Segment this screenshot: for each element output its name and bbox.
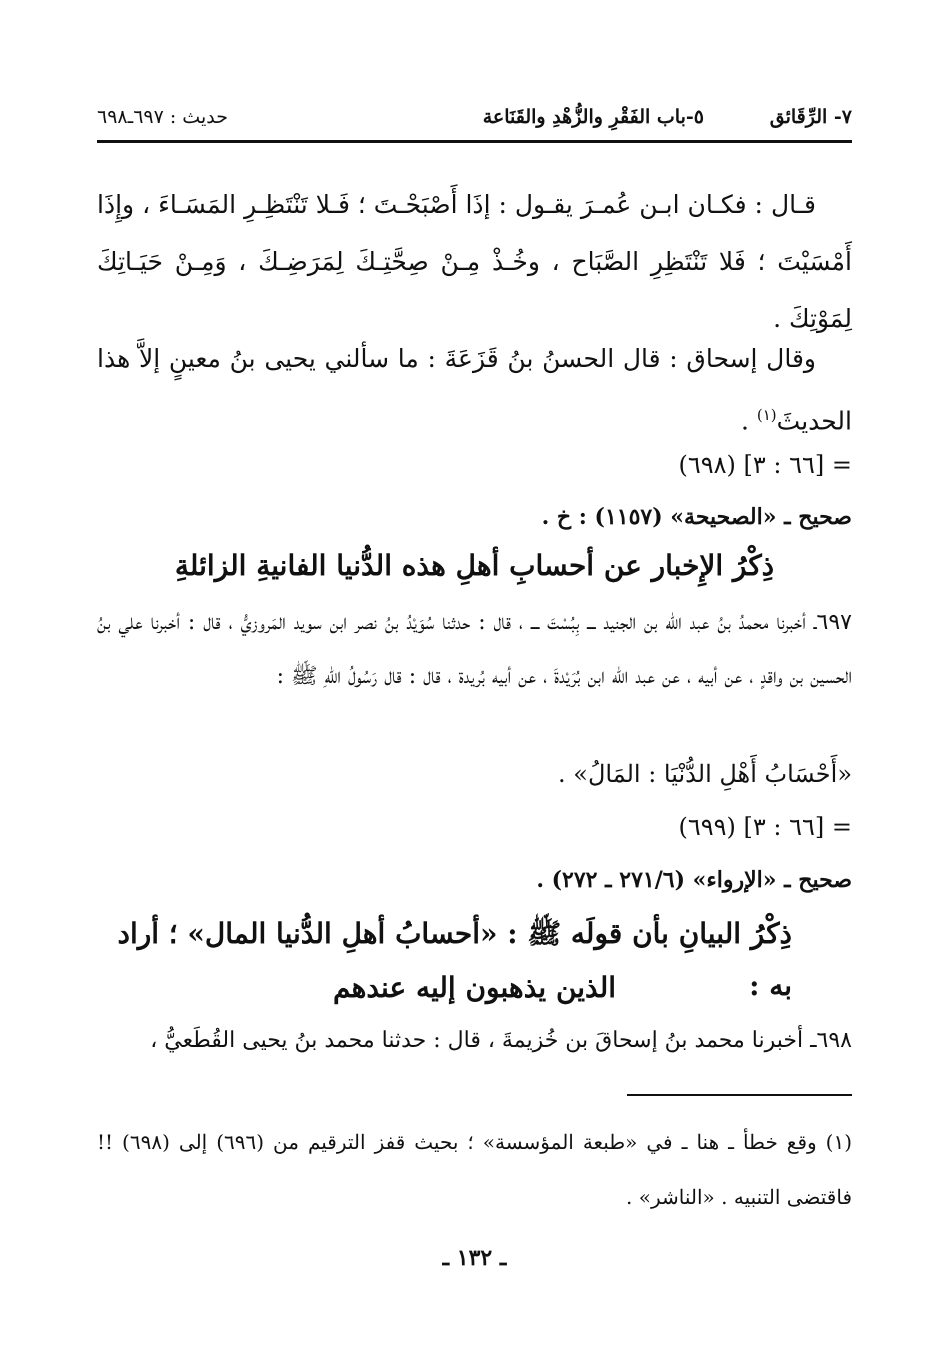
paragraph-ishaq xyxy=(97,330,852,449)
running-header-section: ٥-باب الفَقْرِ والزُّهْدِ والقَنَاعة xyxy=(482,106,704,128)
hadith-698-chain: ٦٩٨ـ أخبرنا محمد بنُ إسحاقَ بن خُزيمةَ ، قال : حدثنا محمد بنُ يحيى القُطَعيُّ ، xyxy=(150,1028,852,1053)
paragraph-ibn-umar: قـال : فكـان ابـن عُمـرَ يقـول : إذَا أَصْبَحْـتَ ؛ فَـلا تَنْتَظِـرِ المَسَـاءَ ، وإِذَا أَمْسَيْتَ ؛ فَلا تَنْتَظِرِ الصَّبَاح ، وخُـذْ مِـنْ صِحَّتِـكَ لِمَرَضِـكَ ، وَمِـنْ حَيَـاتِكَ لِمَوْتِكَ . xyxy=(97,190,852,333)
cross-reference-699: = [٦٦ : ٣] (٦٩٩) xyxy=(678,813,852,841)
paragraph-ishaq-end: . xyxy=(740,406,757,436)
paragraph-ishaq-text: وقال إسحاق : قال الحسنُ بنُ قَزَعَةَ : ما سألني يحيى بنُ معينٍ إلاَّ هذا الحديثَ xyxy=(97,344,852,436)
grading-698: صحيح ـ «الصحيحة» (١١٥٧) : خ . xyxy=(541,504,852,530)
page-number: ـ ١٣٢ ـ xyxy=(442,1245,507,1271)
footnote-1: (١) وقع خطأ ـ هنا ـ في «طبعة المؤسسة» ؛ بحيث قفز الترقيم من (٦٩٦) إلى (٦٩٨) !! فاقتضى التنبيه . «الناشر» . xyxy=(97,1130,853,1209)
footnote-rule xyxy=(627,1094,852,1096)
hadith-697-text: «أَحْسَابُ أَهْلِ الدُّنْيَا : المَالُ» . xyxy=(558,760,852,788)
hadith-697-chain: ٦٩٧ـ أخبرنا محمدُ بنُ عبد اللّه بن الجنيد ـــ بِبُسْتَ ـــ ، قال : حدثنا سُوَيْدُ بنُ نصر ابن سويد المَروزيُّ ، قال : أخبرنا علي بنُ الحسين بن واقدٍ ، عن أبيه ، عن عبد اللّه ابن بُرَيْدةَ ، عن أبيه بُريدة ، قال : قال رَسُولُ اللّهِ ﷺ : xyxy=(97,610,852,689)
section-heading-ahsab: ذِكْرُ الإِخبار عن أحسابِ أهلِ هذه الدُّنيا الفانيةِ الزائلةِ xyxy=(174,549,775,582)
grading-699: صحيح ـ «الإرواء» (٢٧١/٦ ـ ٢٧٢) . xyxy=(536,867,852,893)
footnote-marker: (١) xyxy=(756,406,777,424)
header-rule xyxy=(97,140,852,143)
running-header-hadith-range: حديث : ٦٩٧ـ٦٩٨ xyxy=(97,106,228,128)
cross-reference-698: = [٦٦ : ٣] (٦٩٨) xyxy=(678,451,852,479)
section-heading-bayan-line1: ذِكْرُ البيانِ بأن قولَه ﷺ : «أحسابُ أهلِ الدُّنيا المال» ؛ أراد به : xyxy=(117,917,792,1002)
running-header-chapter: ٧- الرِّقَائق xyxy=(769,106,852,128)
section-heading-bayan-line2: الذين يذهبون إليه عندهم xyxy=(332,971,617,1004)
